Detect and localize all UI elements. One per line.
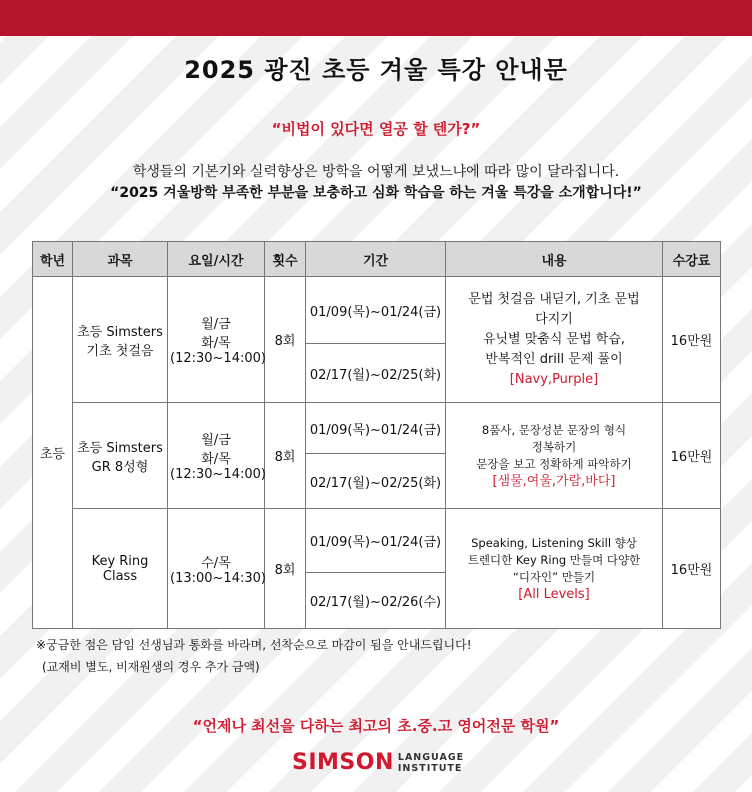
- subject-cell: [73, 403, 168, 509]
- content-cell: [446, 277, 663, 403]
- logo-sub-line: INSTITUTE: [397, 762, 463, 774]
- content-line: 8품사, 문장성분 문장의 형식: [481, 422, 627, 437]
- subject-line: 기초 첫걸음: [86, 343, 154, 359]
- subject-line: Key Ring: [91, 553, 149, 569]
- count-cell: 8회: [265, 509, 306, 629]
- header-count: 횟수: [265, 242, 306, 277]
- content-line: 문법 첫걸음 내딛기, 기초 문법: [468, 291, 640, 307]
- header-content: 내용: [446, 242, 663, 277]
- schedule-line: 수/목: [201, 555, 231, 571]
- subject-cell: [73, 509, 168, 629]
- schedule-line: (12:30~14:00): [170, 467, 266, 482]
- subject-cell: [73, 277, 168, 403]
- page-title: 2025 광진 초등 겨울 특강 안내문: [184, 56, 568, 84]
- schedule-line: 월/금: [201, 317, 231, 332]
- schedule-cell: [168, 509, 265, 629]
- level-tag: [All Levels]: [518, 586, 590, 602]
- fee-cell: 16만원: [663, 509, 721, 629]
- period-cell: 02/17(월)~02/25(화): [306, 454, 446, 509]
- logo-sub-line: LANGUAGE: [397, 751, 465, 763]
- schedule-line: 화/목: [201, 336, 231, 351]
- content-cell: [446, 509, 663, 629]
- level-tag: [Navy,Purple]: [509, 371, 599, 387]
- fee-note: (교재비 별도, 비재원생의 경우 추가 금액): [42, 660, 260, 674]
- schedule-cell: [168, 277, 265, 403]
- fee-cell: 16만원: [663, 403, 721, 509]
- schedule-cell: [168, 403, 265, 509]
- fee-cell: 16만원: [663, 277, 721, 403]
- header-grade: 학년: [33, 242, 73, 277]
- header-period: 기간: [306, 242, 446, 277]
- schedule-line: (12:30~14:00): [170, 351, 266, 366]
- header-fee: 수강료: [663, 242, 721, 277]
- table-row: [33, 277, 721, 344]
- content-line: 정복하기: [531, 439, 577, 454]
- content-line: 다지기: [535, 311, 573, 327]
- content-line: 문장을 보고 정확하게 파악하기: [476, 456, 632, 471]
- subject-line: GR 8성형: [91, 459, 149, 475]
- content-line: 반복적인 drill 문제 풀이: [485, 351, 623, 367]
- header-schedule: 요일/시간: [168, 242, 265, 277]
- table-row: [33, 509, 721, 573]
- grade-cell: 초등: [33, 277, 73, 629]
- schedule-line: 월/금: [201, 433, 231, 448]
- schedule-line: 화/목: [201, 452, 231, 467]
- table-header-row: [33, 242, 721, 277]
- table-row: [33, 403, 721, 454]
- slogan: “언제나 최선을 다하는 최고의 초.중.고 영어전문 학원”: [192, 717, 560, 735]
- content-line: Speaking, Listening Skill 향상: [471, 535, 637, 550]
- count-cell: 8회: [265, 403, 306, 509]
- content-line: 유닛별 맞춤식 문법 학습,: [482, 331, 626, 347]
- subject-line: Class: [102, 568, 138, 584]
- period-cell: 02/17(월)~02/26(수): [306, 573, 446, 629]
- period-cell: 01/09(목)~01/24(금): [306, 277, 446, 344]
- period-cell: 01/09(목)~01/24(금): [306, 403, 446, 454]
- content-line: “디자인” 만들기: [512, 569, 596, 584]
- subject-line: 초등 Simsters: [77, 324, 163, 340]
- tagline: “비법이 있다면 열공 할 텐가?”: [271, 120, 481, 138]
- header-subject: 과목: [73, 242, 168, 277]
- level-tag: [샘물,여울,가람,바다]: [492, 473, 616, 489]
- schedule-line: (13:00~14:30): [170, 570, 266, 586]
- logo-brand: SIMSON: [292, 750, 394, 775]
- simson-logo: [292, 750, 464, 775]
- logo-subtitle: [398, 752, 464, 774]
- intro-line-1: 학생들의 기본기와 실력향상은 방학을 어떻게 보냈느냐에 따라 많이 달라집니다.: [132, 164, 620, 180]
- subject-line: 초등 Simsters: [77, 440, 163, 456]
- intro-line-2: “2025 겨울방학 부족한 부분을 보충하고 심화 학습을 하는 겨울 특강을 소개합니다!”: [110, 185, 642, 201]
- count-cell: 8회: [265, 277, 306, 403]
- intro-text: [0, 162, 752, 204]
- period-cell: 02/17(월)~02/25(화): [306, 344, 446, 403]
- period-cell: 01/09(목)~01/24(금): [306, 509, 446, 573]
- top-banner: [0, 0, 752, 36]
- inquiry-note: ※궁금한 점은 담임 선생님과 통화를 바라며, 선착순으로 마감이 됨을 안내드립니다!: [36, 638, 472, 652]
- content-line: 트렌디한 Key Ring 만들며 다양한: [467, 552, 641, 567]
- content-cell: [446, 403, 663, 509]
- schedule-table: [32, 241, 721, 629]
